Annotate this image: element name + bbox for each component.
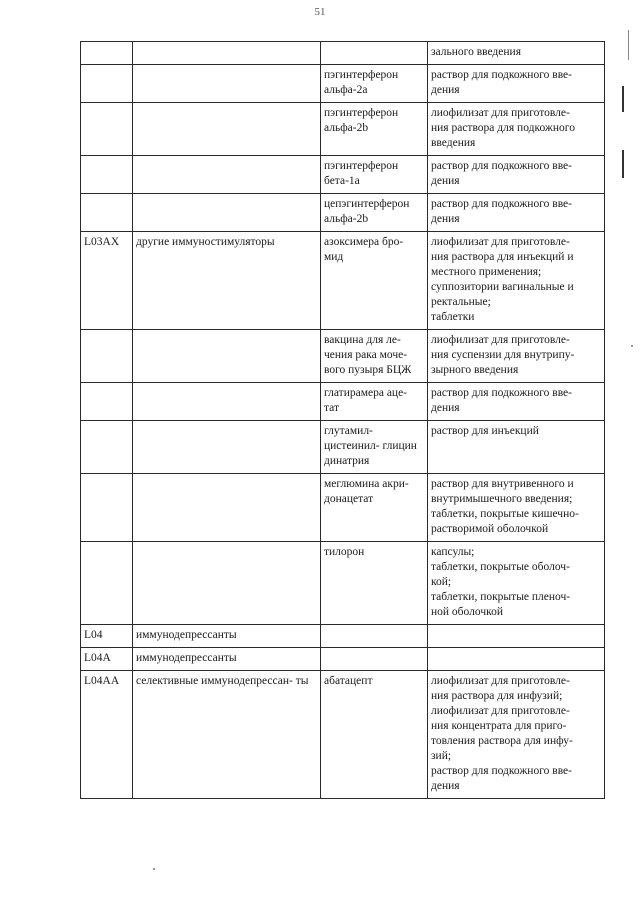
scan-speck (153, 868, 155, 870)
table-body (81, 42, 605, 799)
group-name-cell: иммунодепрессанты (133, 625, 321, 648)
drug-name-cell (321, 42, 428, 65)
group-name-cell (133, 65, 321, 103)
table-row (81, 625, 605, 648)
table-row (81, 65, 605, 103)
group-name-cell (133, 156, 321, 194)
dosage-form-line: товления раствора для инфу- (431, 735, 573, 747)
dosage-form-line: лиофилизат для приготовле- (431, 334, 570, 346)
group-name-cell (133, 542, 321, 625)
atc-code-cell: L04 (81, 625, 133, 648)
group-name-cell (133, 421, 321, 474)
dosage-form-line: местного применения; (431, 266, 542, 278)
table-row (81, 383, 605, 421)
atc-code-cell (81, 42, 133, 65)
dosage-form-cell (428, 194, 605, 232)
dosage-form-line: лиофилизат для приготовле- (431, 705, 570, 717)
drug-name-cell: меглюмина акри- донацетат (321, 474, 428, 542)
dosage-form-line: лиофилизат для приготовле- (431, 107, 570, 119)
atc-code-cell (81, 383, 133, 421)
group-name-cell (133, 474, 321, 542)
dosage-form-line: ректальные; (431, 296, 491, 308)
atc-code-cell: L04AA (81, 671, 133, 799)
dosage-form-line: раствор для инъекций (431, 425, 539, 437)
dosage-form-line: раствор для подкожного вве- (431, 387, 572, 399)
atc-code-cell (81, 330, 133, 383)
dosage-form-cell (428, 671, 605, 799)
table-row (81, 421, 605, 474)
table-row (81, 156, 605, 194)
dosage-form-line: кой; (431, 576, 452, 588)
drug-name-cell: тилорон (321, 542, 428, 625)
drug-name-cell: пэгинтерферон бета-1а (321, 156, 428, 194)
dosage-form-cell (428, 542, 605, 625)
dosage-form-line: таблетки, покрытые пленоч- (431, 591, 571, 603)
group-name-cell: селективные иммунодепрессан- ты (133, 671, 321, 799)
dosage-form-line: раствор для подкожного вве- (431, 198, 572, 210)
atc-code-cell (81, 474, 133, 542)
dosage-form-line: ния раствора для подкожного (431, 122, 575, 134)
dosage-form-line: растворимой оболочкой (431, 523, 549, 535)
table-row (81, 103, 605, 156)
dosage-form-line: дения (431, 175, 460, 187)
drug-name-cell (321, 625, 428, 648)
drug-table (80, 41, 605, 799)
dosage-form-cell (428, 232, 605, 330)
scan-margin-mark (628, 30, 629, 60)
dosage-form-line: внутримышечного введения; (431, 493, 573, 505)
drug-name-cell: глатирамера аце- тат (321, 383, 428, 421)
drug-name-cell: пэгинтерферон альфа-2а (321, 65, 428, 103)
dosage-form-line: зырного введения (431, 364, 519, 376)
dosage-form-line: ния раствора для инфузий; (431, 690, 563, 702)
dosage-form-line: ния раствора для инъекций и (431, 251, 574, 263)
dosage-form-cell (428, 65, 605, 103)
atc-code-cell: L03AX (81, 232, 133, 330)
dosage-form-cell (428, 156, 605, 194)
dosage-form-line: раствор для подкожного вве- (431, 69, 572, 81)
drug-name-cell: цепэгинтерферон альфа-2b (321, 194, 428, 232)
dosage-form-line: дения (431, 213, 460, 225)
dosage-form-cell (428, 383, 605, 421)
dosage-form-line: ния концентрата для приго- (431, 720, 567, 732)
atc-code-cell (81, 194, 133, 232)
table-row (81, 232, 605, 330)
dosage-form-line: лиофилизат для приготовле- (431, 675, 570, 687)
dosage-form-line: раствор для подкожного вве- (431, 765, 572, 777)
dosage-form-line: таблетки (431, 311, 475, 323)
atc-code-cell (81, 65, 133, 103)
dosage-form-line: ной оболочкой (431, 606, 504, 618)
group-name-cell (133, 194, 321, 232)
dosage-form-cell (428, 103, 605, 156)
dosage-form-line: таблетки, покрытые кишечно- (431, 508, 579, 520)
table-row (81, 648, 605, 671)
drug-name-cell: азоксимера бро- мид (321, 232, 428, 330)
dosage-form-cell (428, 42, 605, 65)
group-name-cell: другие иммуностимуляторы (133, 232, 321, 330)
dosage-form-cell (428, 474, 605, 542)
drug-name-cell (321, 648, 428, 671)
atc-code-cell (81, 542, 133, 625)
table-row (81, 42, 605, 65)
dosage-form-cell (428, 421, 605, 474)
table-row (81, 194, 605, 232)
dosage-form-cell (428, 625, 605, 648)
dosage-form-line: дения (431, 780, 460, 792)
scan-margin-mark (622, 86, 624, 112)
group-name-cell (133, 383, 321, 421)
dosage-form-cell (428, 648, 605, 671)
dosage-form-line: раствор для подкожного вве- (431, 160, 572, 172)
table-row (81, 474, 605, 542)
drug-name-cell: вакцина для ле- чения рака моче- вого пузыря БЦЖ (321, 330, 428, 383)
atc-code-cell: L04A (81, 648, 133, 671)
dosage-form-line: ния суспензии для внутрипу- (431, 349, 575, 361)
drug-name-cell: глутамил- цистеинил- глицин динатрия (321, 421, 428, 474)
dosage-form-line: суппозитории вагинальные и (431, 281, 574, 293)
atc-code-cell (81, 103, 133, 156)
atc-code-cell (81, 156, 133, 194)
dosage-form-line: дения (431, 84, 460, 96)
dosage-form-cell (428, 330, 605, 383)
drug-name-cell: пэгинтерферон альфа-2b (321, 103, 428, 156)
dosage-form-line: таблетки, покрытые оболоч- (431, 561, 570, 573)
dosage-form-line: капсулы; (431, 546, 475, 558)
dosage-form-line: зального введения (431, 46, 521, 58)
table-row (81, 542, 605, 625)
dosage-form-line: дения (431, 402, 460, 414)
dosage-form-line: лиофилизат для приготовле- (431, 236, 570, 248)
dosage-form-line: зий; (431, 750, 452, 762)
drug-name-cell: абатацепт (321, 671, 428, 799)
atc-code-cell (81, 421, 133, 474)
page-number: 51 (314, 6, 326, 18)
table-row (81, 330, 605, 383)
scan-margin-mark (622, 150, 624, 178)
group-name-cell: иммунодепрессанты (133, 648, 321, 671)
dosage-form-line: раствор для внутривенного и (431, 478, 574, 490)
group-name-cell (133, 330, 321, 383)
table-row (81, 671, 605, 799)
group-name-cell (133, 42, 321, 65)
group-name-cell (133, 103, 321, 156)
scan-speck (631, 345, 633, 347)
dosage-form-line: введения (431, 137, 476, 149)
